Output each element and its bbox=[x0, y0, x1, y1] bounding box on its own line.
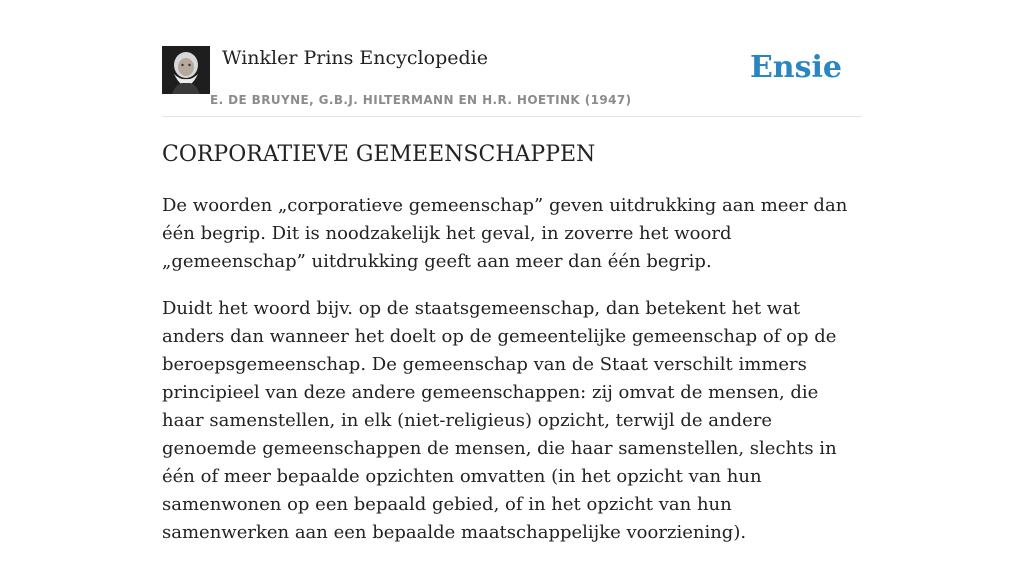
page-header bbox=[162, 46, 862, 117]
article-title: CORPORATIEVE GEMEENSCHAPPEN bbox=[162, 142, 596, 167]
article-paragraph: De woorden „corporatieve gemeenschap” geven uitdrukking aan meer dan één begrip. Dit is noodzakelijk het geval, in zoverre het woord „gemeenschap” uitdrukking geeft aan meer dan één begrip. bbox=[162, 195, 848, 272]
brand-logo[interactable]: Ensie bbox=[749, 50, 842, 85]
author-avatar[interactable] bbox=[162, 46, 210, 94]
source-title[interactable]: Winkler Prins Encyclopedie bbox=[222, 47, 488, 69]
portrait-icon bbox=[162, 46, 210, 94]
article-body bbox=[162, 140, 862, 566]
article-paragraph: Duidt het woord bijv. op de staatsgemeenschap, dan betekent het wat anders dan wanneer het doelt op de gemeentelijke gemeenschap of op de beroepsgemeenschap. De gemeenschap van de Staat verschilt immers principieel van deze andere gemeenschappen: zij omvat de mensen, die haar samenstellen, in elk (niet-religieus) opzicht, terwijl de andere genoemde gemeenschappen de mensen, die haar samenstellen, slechts in één of meer bepaalde opzichten omvatten (in het opzicht van hun samenwonen op een bepaald gebied, of in het opzicht van hun samenwerken aan een bepaalde maatschappelijke voorziening). bbox=[162, 298, 837, 543]
authors-line: E. DE BRUYNE, G.B.J. HILTERMANN EN H.R. HOETINK (1947) bbox=[210, 93, 632, 107]
